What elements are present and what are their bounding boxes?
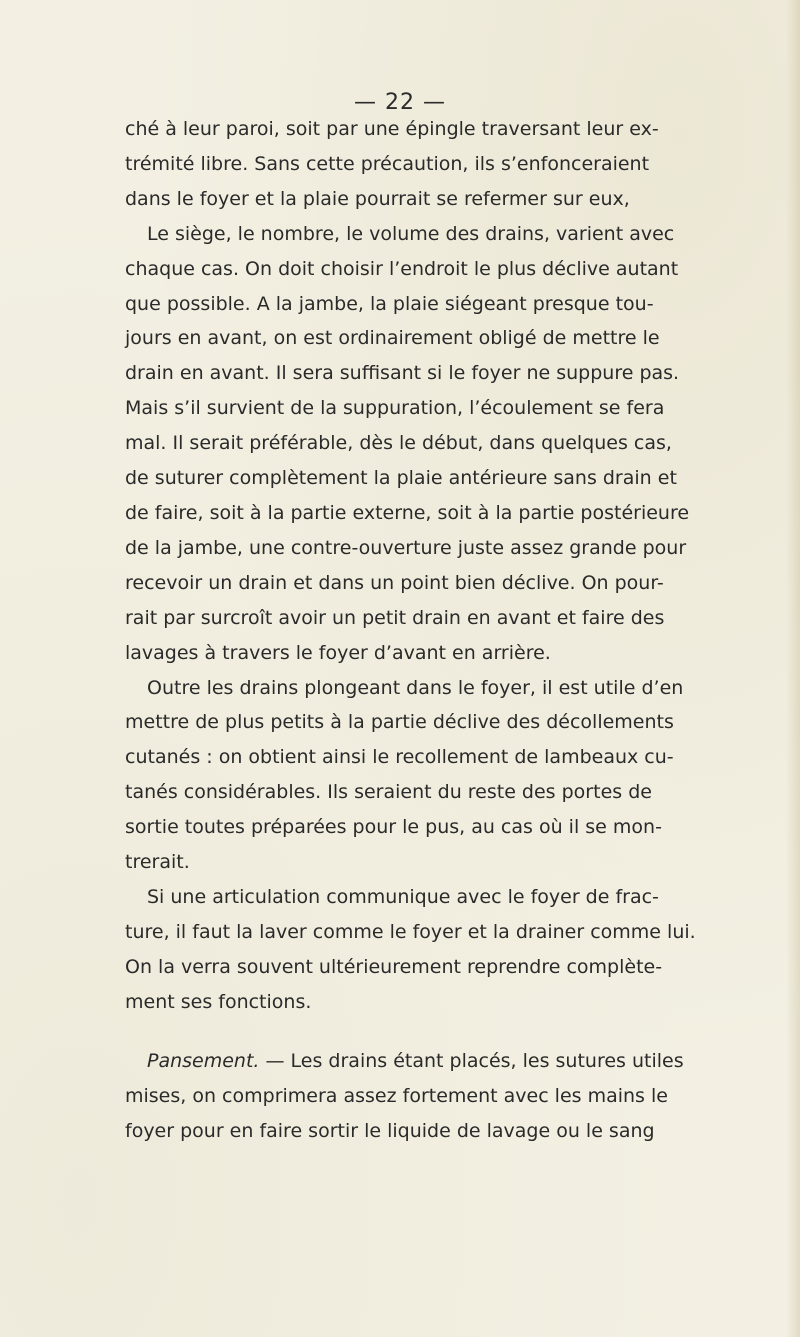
text-line: mettre de plus petits à la partie déclive des décollements — [125, 711, 674, 734]
text-line: ture, il faut la laver comme le foyer et la drainer comme lui. — [125, 920, 696, 943]
text-line: Si une articulation communique avec le foyer de frac- — [147, 885, 659, 908]
text-line: drain en avant. Il sera suffisant si le foyer ne suppure pas. — [125, 362, 680, 385]
text-line: ment ses fonctions. — [125, 990, 312, 1013]
text-line: recevoir un drain et dans un point bien déclive. On pour- — [125, 571, 664, 594]
paragraph-gap — [125, 1020, 797, 1044]
text-line: — Les drains étant placés, les sutures utiles — [259, 1049, 684, 1072]
text-line: rait par surcroît avoir un petit drain en avant et faire des — [125, 606, 665, 629]
text-line: On la verra souvent ultérieurement reprendre complète- — [125, 955, 663, 978]
text-line: de suturer complètement la plaie antérieure sans drain et — [125, 467, 677, 490]
text-line: sortie toutes préparées pour le pus, au cas où il se mon- — [125, 816, 662, 839]
page-number: — 22 — — [354, 90, 446, 115]
text-line: chaque cas. On doit choisir l’endroit le plus déclive autant — [125, 257, 679, 280]
text-line: lavages à travers le foyer d’avant en arrière. — [125, 641, 551, 664]
text-line: trerait. — [125, 851, 190, 874]
text-line: tanés considérables. Ils seraient du reste des portes de — [125, 781, 652, 804]
body-text — [125, 112, 797, 1149]
text-line: trémité libre. Sans cette précaution, ils s’enfonceraient — [125, 152, 650, 175]
text-line: foyer pour en faire sortir le liquide de lavage ou le sang — [125, 1119, 655, 1142]
text-line: de la jambe, une contre-ouverture juste assez grande pour — [125, 536, 687, 559]
text-line: jours en avant, on est ordinairement obligé de mettre le — [125, 327, 660, 350]
section-heading-pansement: Pansement. — [147, 1049, 260, 1072]
text-line: mises, on comprimera assez fortement avec les mains le — [125, 1084, 668, 1107]
pansement-first-line — [125, 1044, 797, 1079]
text-line: que possible. A la jambe, la plaie siégeant presque tou- — [125, 292, 654, 315]
text-line: dans le foyer et la plaie pourrait se refermer sur eux, — [125, 187, 630, 210]
text-line: Le siège, le nombre, le volume des drains, varient avec — [147, 222, 675, 245]
text-line: de faire, soit à la partie externe, soit à la partie postérieure — [125, 501, 690, 524]
text-line: ché à leur paroi, soit par une épingle traversant leur ex- — [125, 118, 659, 140]
text-line: cutanés : on obtient ainsi le recollement de lambeaux cu- — [125, 746, 674, 769]
text-line: Mais s’il survient de la suppuration, l’écoulement se fera — [125, 397, 665, 420]
text-line: Outre les drains plongeant dans le foyer, il est utile d’en — [147, 676, 684, 699]
text-line: mal. Il serait préférable, dès le début, dans quelques cas, — [125, 432, 672, 455]
